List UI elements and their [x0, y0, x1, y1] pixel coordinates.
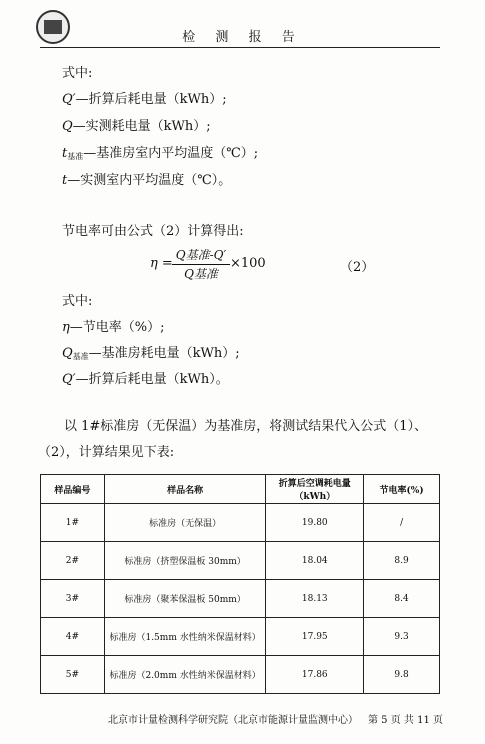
formula-lhs: η =	[150, 256, 173, 271]
def-eta	[62, 316, 165, 335]
cell-energy: 17.86	[266, 656, 364, 694]
def-t	[62, 169, 231, 188]
def2-intro: 式中:	[62, 294, 93, 309]
cell-id: 5#	[41, 656, 105, 694]
cell-rate: /	[364, 504, 440, 542]
def-q-base	[62, 342, 240, 362]
cell-name: 标准房（聚苯保温板 50mm）	[104, 580, 266, 618]
table-row	[41, 618, 440, 656]
subscript: 基准	[67, 152, 84, 161]
cell-id: 1#	[41, 504, 105, 542]
cell-name: 标准房（挤塑保温板 30mm）	[104, 542, 266, 580]
definition-text: —节电率（%）;	[69, 320, 165, 335]
cell-name: 标准房（无保温）	[104, 504, 266, 542]
cell-energy: 18.13	[266, 580, 364, 618]
formula-intro: 节电率可由公式（2）计算得出:	[62, 224, 244, 239]
cell-id: 2#	[41, 542, 105, 580]
cell-id: 4#	[41, 618, 105, 656]
def-q-prime-2	[62, 368, 229, 387]
page-header-title: 检 测 报 告	[182, 30, 303, 45]
header-sample-name: 样品名称	[104, 475, 266, 504]
header-divider	[40, 47, 440, 48]
def-q-prime-1	[62, 88, 227, 107]
formula-fraction	[172, 246, 230, 282]
table-row	[41, 504, 440, 542]
table-header-row	[41, 475, 440, 504]
header-sample-id: 样品编号	[41, 475, 105, 504]
results-table	[40, 474, 440, 694]
symbol: η	[62, 320, 70, 335]
cell-energy: 17.95	[266, 618, 364, 656]
table-row	[41, 542, 440, 580]
cell-rate: 8.4	[364, 580, 440, 618]
header-energy-line1: 折算后空调耗电量	[278, 479, 351, 489]
definition-text: —折算后耗电量（kWh）;	[75, 92, 227, 107]
header-energy-line2: （kWh）	[294, 492, 336, 502]
def1-intro: 式中:	[62, 66, 93, 81]
header-energy	[266, 475, 364, 504]
cell-rate: 8.9	[364, 542, 440, 580]
footer-organization: 北京市计量检测科学研究院（北京市能源计量监测中心）	[108, 715, 358, 726]
formula-numerator: Q基准-Q′	[172, 246, 230, 265]
cell-name: 标准房（1.5mm 水性纳米保温材料）	[104, 618, 266, 656]
definition-text: —基准房耗电量（kWh）;	[88, 346, 240, 361]
header-saving-rate: 节电率(%)	[364, 475, 440, 504]
formula-denominator: Q基准	[184, 267, 218, 281]
def-q	[62, 115, 211, 134]
def-t-base	[62, 142, 258, 162]
definition-text: —基准房室内平均温度（℃）;	[83, 146, 259, 161]
cell-rate: 9.8	[364, 656, 440, 694]
symbol: Q′	[62, 372, 76, 387]
definition-text: —实测室内平均温度（℃）。	[67, 173, 232, 188]
results-paragraph: 以 1#标准房（无保温）为基准房，将测试结果代入公式（1）、（2），计算结果见下表:	[38, 419, 428, 460]
formula-number: （2）	[340, 260, 375, 275]
cell-rate: 9.3	[364, 618, 440, 656]
symbol: Q	[62, 119, 73, 134]
table-row	[41, 580, 440, 618]
cell-energy: 19.80	[266, 504, 364, 542]
definition-text: —实测耗电量（kWh）;	[72, 119, 211, 134]
symbol: Q′	[62, 92, 76, 107]
footer-page-number: 第 5 页 共 11 页	[368, 715, 443, 726]
symbol: t	[62, 173, 68, 188]
formula-factor: ×100	[230, 256, 266, 271]
cell-name: 标准房（2.0mm 水性纳米保温材料）	[104, 656, 266, 694]
cell-energy: 18.04	[266, 542, 364, 580]
subscript: 基准	[72, 352, 89, 361]
symbol: t	[62, 146, 68, 161]
cell-id: 3#	[41, 580, 105, 618]
symbol: Q	[62, 346, 73, 361]
definition-text: —折算后耗电量（kWh）。	[75, 372, 229, 387]
table-row	[41, 656, 440, 694]
